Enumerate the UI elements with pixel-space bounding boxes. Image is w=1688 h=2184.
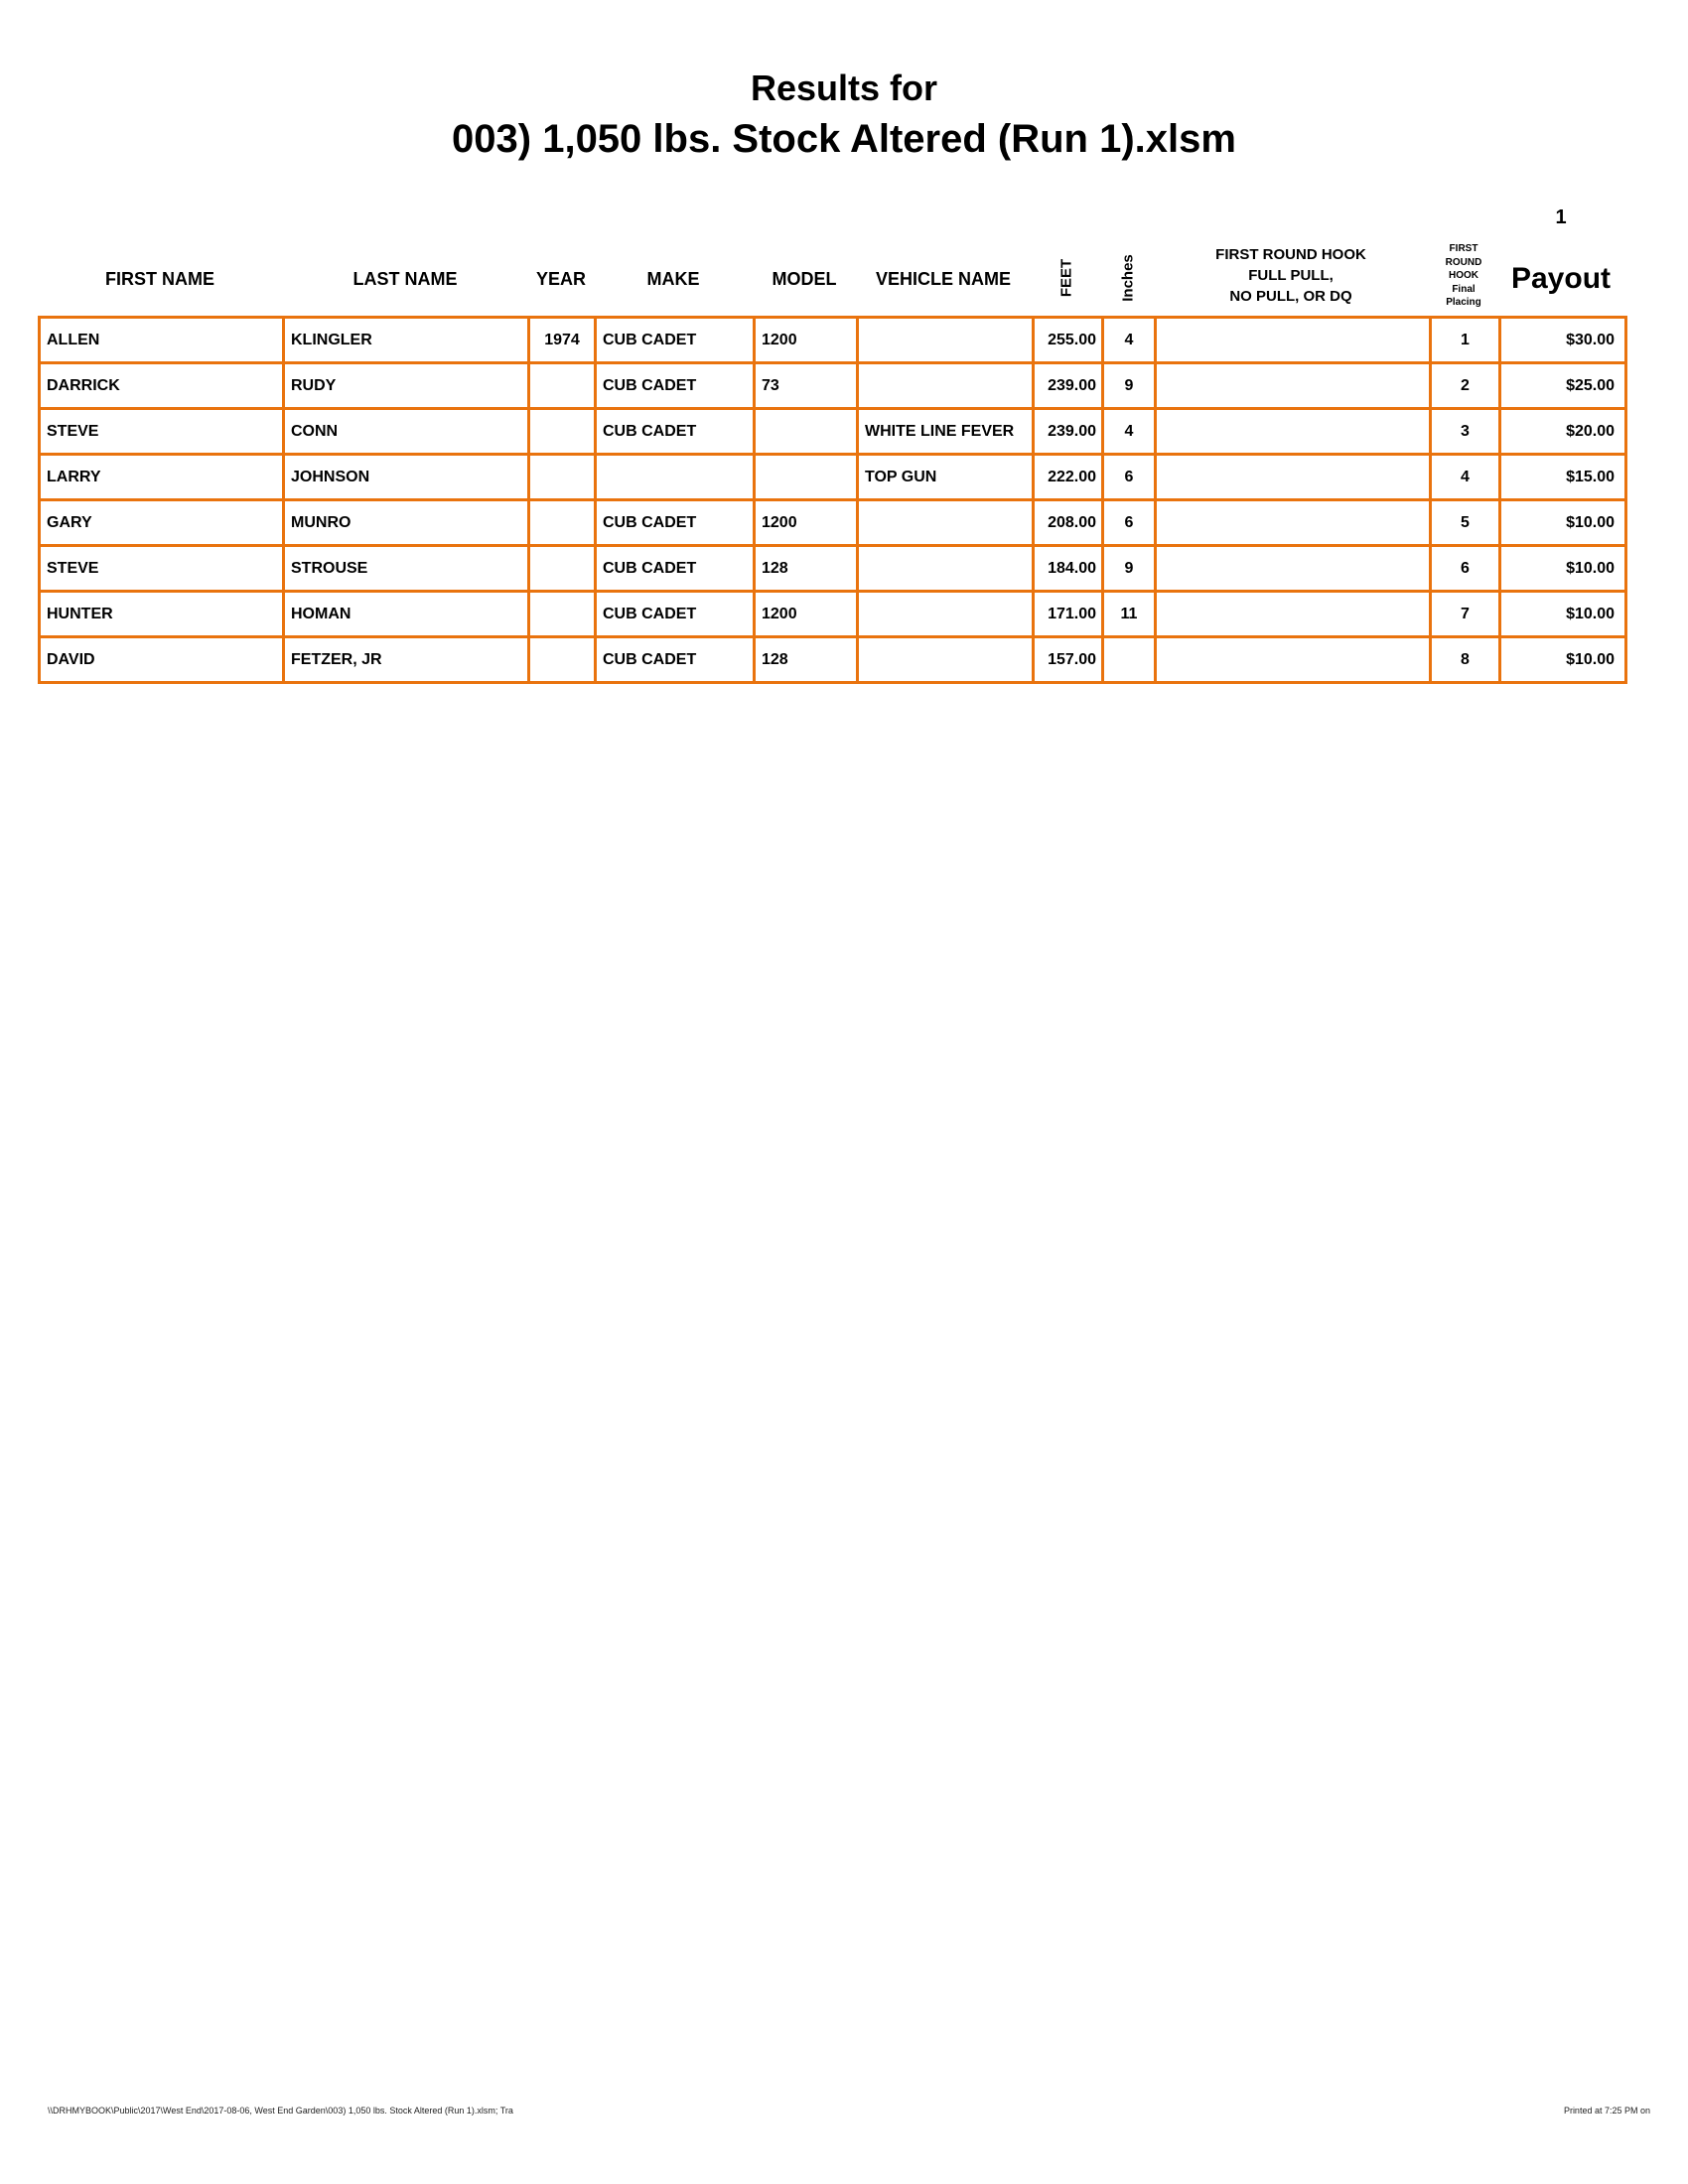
cell-feet: 208.00 <box>1034 500 1103 546</box>
page-number: 1 <box>1555 206 1567 228</box>
table-row <box>40 363 1626 409</box>
column-header-last-name: LAST NAME <box>352 269 458 289</box>
cell-year: 1974 <box>529 318 596 363</box>
cell-inches: 4 <box>1103 318 1156 363</box>
table-row <box>40 637 1626 683</box>
cell-payout: $25.00 <box>1500 363 1626 409</box>
cell-year <box>529 455 596 500</box>
cell-first-name: STEVE <box>40 546 284 592</box>
cell-year <box>529 592 596 637</box>
cell-vehicle-name: TOP GUN <box>858 455 1034 500</box>
cell-year <box>529 500 596 546</box>
cell-vehicle-name <box>858 500 1034 546</box>
cell-feet: 255.00 <box>1034 318 1103 363</box>
cell-inches <box>1103 637 1156 683</box>
table-row <box>40 409 1626 455</box>
cell-make: CUB CADET <box>596 500 755 546</box>
cell-feet: 239.00 <box>1034 363 1103 409</box>
cell-first-name: ALLEN <box>40 318 284 363</box>
frh-header-line: NO PULL, OR DQ <box>1229 288 1352 305</box>
cell-first-round-hook <box>1156 455 1431 500</box>
cell-model <box>755 455 858 500</box>
cell-placing: 6 <box>1431 546 1500 592</box>
cell-model: 1200 <box>755 318 858 363</box>
cell-inches: 9 <box>1103 363 1156 409</box>
column-header-first-name: FIRST NAME <box>105 269 214 289</box>
cell-model <box>755 409 858 455</box>
column-header-first-round-hook <box>1215 244 1366 307</box>
cell-placing: 7 <box>1431 592 1500 637</box>
cell-placing: 2 <box>1431 363 1500 409</box>
cell-last-name: RUDY <box>284 363 529 409</box>
table-row <box>40 500 1626 546</box>
cell-first-round-hook <box>1156 637 1431 683</box>
cell-inches: 11 <box>1103 592 1156 637</box>
cell-first-round-hook <box>1156 363 1431 409</box>
placing-header-line: FIRST <box>1449 243 1478 254</box>
table-row <box>40 546 1626 592</box>
cell-year <box>529 546 596 592</box>
cell-last-name: HOMAN <box>284 592 529 637</box>
cell-first-round-hook <box>1156 409 1431 455</box>
cell-vehicle-name <box>858 592 1034 637</box>
cell-model: 128 <box>755 546 858 592</box>
cell-placing: 3 <box>1431 409 1500 455</box>
cell-first-round-hook <box>1156 500 1431 546</box>
column-header-feet: FEET <box>1057 258 1075 298</box>
cell-vehicle-name <box>858 637 1034 683</box>
table-row <box>40 592 1626 637</box>
cell-first-name: STEVE <box>40 409 284 455</box>
cell-make: CUB CADET <box>596 637 755 683</box>
cell-last-name: KLINGLER <box>284 318 529 363</box>
cell-make: CUB CADET <box>596 318 755 363</box>
cell-payout: $10.00 <box>1500 546 1626 592</box>
cell-first-round-hook <box>1156 318 1431 363</box>
frh-header-line: FIRST ROUND HOOK <box>1215 246 1366 263</box>
cell-model: 1200 <box>755 500 858 546</box>
cell-first-name: GARY <box>40 500 284 546</box>
cell-last-name: STROUSE <box>284 546 529 592</box>
cell-payout: $10.00 <box>1500 592 1626 637</box>
cell-feet: 171.00 <box>1034 592 1103 637</box>
column-header-payout: Payout <box>1510 262 1612 295</box>
results-table-body <box>40 318 1626 683</box>
cell-last-name: FETZER, JR <box>284 637 529 683</box>
cell-feet: 184.00 <box>1034 546 1103 592</box>
column-header-year: YEAR <box>535 269 587 289</box>
page-subtitle-filename: 003) 1,050 lbs. Stock Altered (Run 1).xlsm <box>452 117 1236 161</box>
cell-last-name: CONN <box>284 409 529 455</box>
placing-header-line: HOOK <box>1448 270 1478 281</box>
cell-placing: 5 <box>1431 500 1500 546</box>
cell-vehicle-name <box>858 318 1034 363</box>
placing-header-line: Final <box>1452 283 1476 295</box>
column-header-vehicle-name: VEHICLE NAME <box>875 269 1012 289</box>
cell-year <box>529 363 596 409</box>
cell-vehicle-name: WHITE LINE FEVER <box>858 409 1034 455</box>
cell-payout: $20.00 <box>1500 409 1626 455</box>
cell-vehicle-name <box>858 546 1034 592</box>
cell-placing: 4 <box>1431 455 1500 500</box>
cell-first-round-hook <box>1156 546 1431 592</box>
cell-placing: 1 <box>1431 318 1500 363</box>
column-header-model: MODEL <box>772 269 837 289</box>
cell-model: 73 <box>755 363 858 409</box>
cell-first-name: DARRICK <box>40 363 284 409</box>
cell-make: CUB CADET <box>596 363 755 409</box>
cell-first-name: LARRY <box>40 455 284 500</box>
cell-model: 1200 <box>755 592 858 637</box>
column-header-make: MAKE <box>646 269 700 289</box>
cell-first-name: HUNTER <box>40 592 284 637</box>
placing-header-line: ROUND <box>1445 256 1482 268</box>
results-table <box>38 316 1627 684</box>
cell-inches: 9 <box>1103 546 1156 592</box>
column-header-final-placing <box>1446 242 1482 310</box>
cell-first-round-hook <box>1156 592 1431 637</box>
cell-make: CUB CADET <box>596 592 755 637</box>
cell-last-name: JOHNSON <box>284 455 529 500</box>
page-title: Results for <box>750 68 938 108</box>
cell-inches: 4 <box>1103 409 1156 455</box>
cell-payout: $30.00 <box>1500 318 1626 363</box>
cell-payout: $10.00 <box>1500 500 1626 546</box>
placing-header-line: Placing <box>1446 297 1481 308</box>
cell-make: CUB CADET <box>596 546 755 592</box>
cell-feet: 239.00 <box>1034 409 1103 455</box>
cell-make: CUB CADET <box>596 409 755 455</box>
cell-payout: $10.00 <box>1500 637 1626 683</box>
frh-header-line: FULL PULL, <box>1248 267 1334 284</box>
column-header-inches: Inches <box>1119 254 1137 302</box>
footer-printed-time: Printed at 7:25 PM on <box>1563 2106 1650 2116</box>
cell-year <box>529 637 596 683</box>
cell-last-name: MUNRO <box>284 500 529 546</box>
cell-make <box>596 455 755 500</box>
cell-feet: 157.00 <box>1034 637 1103 683</box>
cell-vehicle-name <box>858 363 1034 409</box>
cell-placing: 8 <box>1431 637 1500 683</box>
table-row <box>40 455 1626 500</box>
cell-inches: 6 <box>1103 500 1156 546</box>
cell-feet: 222.00 <box>1034 455 1103 500</box>
cell-payout: $15.00 <box>1500 455 1626 500</box>
table-row <box>40 318 1626 363</box>
cell-year <box>529 409 596 455</box>
cell-model: 128 <box>755 637 858 683</box>
footer-file-path: \\DRHMYBOOK\Public\2017\West End\2017-08-06, West End Garden\003) 1,050 lbs. Stock Altered (Run 1).xlsm; Tra <box>48 2106 513 2116</box>
cell-first-name: DAVID <box>40 637 284 683</box>
cell-inches: 6 <box>1103 455 1156 500</box>
